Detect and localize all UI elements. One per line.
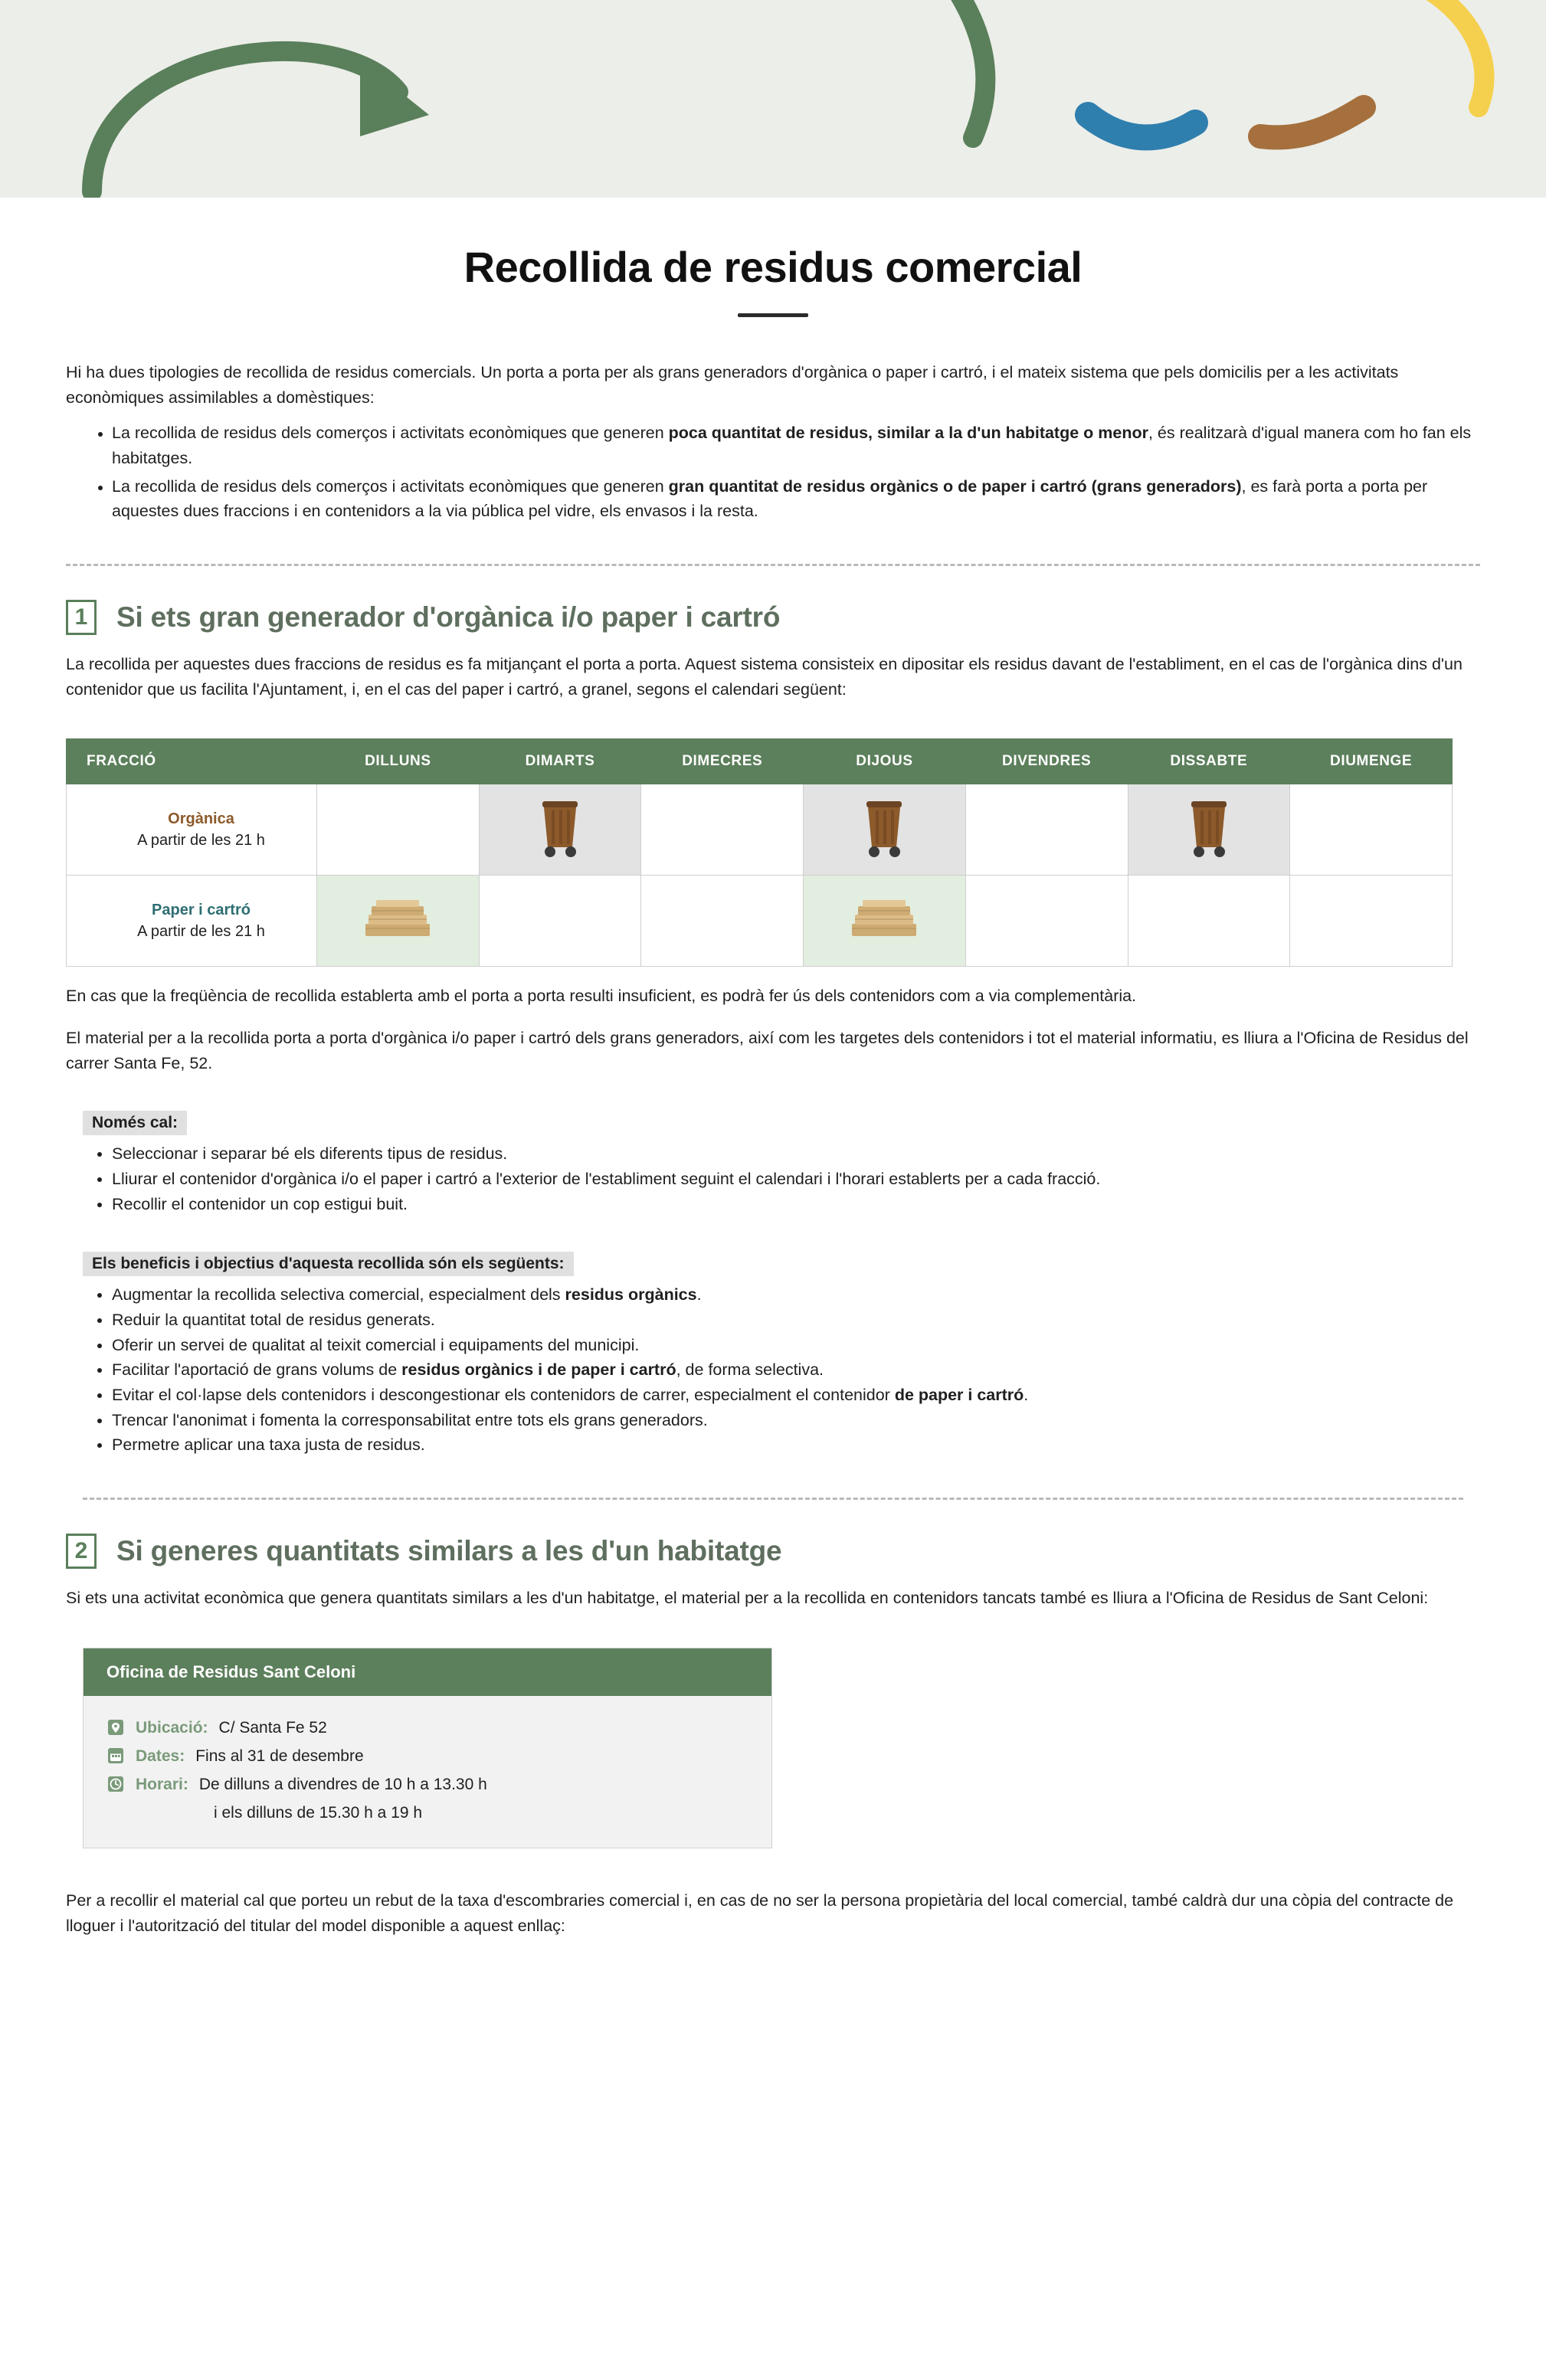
section-2-paragraph: Si ets una activitat econòmica que genera quantitats similars a les d'un habitatge, el material per a la recollida en contenidors tancats també es lliura a l'Oficina de Residus de Sant Celoni: <box>66 1589 1429 1608</box>
title-underline <box>738 313 808 317</box>
office-box-heading: Oficina de Residus Sant Celoni <box>84 1648 771 1696</box>
bullet-text-pre: Reduir la quantitat total de residus generats. <box>112 1311 435 1330</box>
list-item <box>112 474 1480 524</box>
table-row <box>67 784 1453 876</box>
list-item: • Seleccionar i separar bé els diferents tipus de residus. <box>112 1141 1480 1167</box>
bullet-text-bold: de paper i cartró <box>894 1386 1024 1405</box>
bullet-text-bold: gran quantitat de residus orgànics o de paper i cartró (grans generadors) <box>668 476 1242 496</box>
section-title: Si generes quantitats similars a les d'un habitatge <box>116 1535 782 1567</box>
fraction-schedule: A partir de les 21 h <box>137 832 265 850</box>
brown-bin-icon <box>860 848 908 861</box>
bullet-text-pre: Permetre aplicar una taxa justa de residus. <box>112 1436 425 1455</box>
fraction-schedule: A partir de les 21 h <box>137 923 265 941</box>
document-content <box>0 242 1546 1984</box>
cell-paper-dimarts <box>479 876 641 967</box>
cell-organica-dilluns <box>317 784 480 876</box>
section-1-paragraph: La recollida per aquestes dues fraccions de residus es fa mitjançant el porta a porta. Aquest sistema consisteix en dipositar els residus davant de l'establiment, en el cas de l'orgànica dins d'un contenidor que us facilita l'Ajuntament, i, en el cas del paper i cartró, a granel, segons el calendari següent: <box>66 655 1462 699</box>
bullet-text-pre: La recollida de residus dels comerços i activitats econòmiques que generen <box>112 424 669 443</box>
bullet-text-post: . <box>696 1285 702 1305</box>
office-location-row <box>106 1716 748 1740</box>
list-item <box>112 1432 1480 1458</box>
bullet-text-bold: residus orgànics <box>565 1285 697 1305</box>
cardboard-stack-icon <box>847 931 921 944</box>
col-header-dijous: DIJOUS <box>804 739 966 784</box>
col-header-dimarts: DIMARTS <box>479 739 641 784</box>
list-item <box>112 1308 1480 1333</box>
list-item <box>112 1357 1480 1383</box>
cell-paper-divendres <box>965 876 1128 967</box>
nomes-cal-label: Només cal: <box>83 1111 187 1135</box>
section-title: Si ets gran generador d'orgànica i/o paper i cartró <box>116 601 781 633</box>
collection-calendar-table <box>66 738 1453 967</box>
section-1-heading <box>66 600 1480 635</box>
office-dates-value: Fins al 31 de desembre <box>195 1747 364 1765</box>
bullet-text-post: , de forma selectiva. <box>676 1360 824 1380</box>
col-header-dimecres: DIMECRES <box>641 739 804 784</box>
cell-organica-dimecres <box>641 784 804 876</box>
list-item <box>112 1408 1480 1433</box>
cell-paper-diumenge <box>1290 876 1453 967</box>
bullet-text-pre: La recollida de residus dels comerços i activitats econòmiques que generen <box>112 476 669 496</box>
office-hours-second-line: i els dilluns de 15.30 h a 19 h <box>214 1804 423 1822</box>
bullet-text-post: . <box>1024 1386 1029 1405</box>
section-divider <box>66 564 1480 566</box>
col-header-divendres: DIVENDRES <box>965 739 1128 784</box>
list-item <box>112 1282 1480 1308</box>
intro-bullet-list <box>66 421 1480 524</box>
closing-paragraph: Per a recollir el material cal que porteu un rebut de la taxa d'escombraries comercial i, en cas de no ser la persona propietària del local comercial, també caldrà dur una còpia del contracte de lloguer i l'autorització del titular del model disponible a aquest enllaç: <box>66 1891 1454 1935</box>
table-header-row <box>67 739 1453 784</box>
brown-bin-icon <box>536 848 584 861</box>
cell-organica-divendres <box>965 784 1128 876</box>
decorative-banner <box>0 0 1546 198</box>
office-box-body <box>84 1696 771 1848</box>
list-item <box>112 1333 1480 1358</box>
col-header-fraccio: FRACCIÓ <box>67 739 317 784</box>
cell-paper-dimecres <box>641 876 804 967</box>
col-header-dissabte: DISSABTE <box>1128 739 1290 784</box>
bullet-text-pre: Trencar l'anonimat i fomenta la corresponsabilitat entre tots els grans generadors. <box>112 1410 708 1429</box>
bullet-text-pre: Evitar el col·lapse dels contenidors i descongestionar els contenidors de carrer, especialment el contenidor <box>112 1386 895 1405</box>
list-item <box>112 421 1480 470</box>
bullet-text-post: , és realitzarà d'igual manera com ho fan els habitatges. <box>112 424 1472 468</box>
nomes-cal-list <box>66 1141 1480 1216</box>
row-label-paper <box>67 876 317 967</box>
beneficis-list <box>66 1282 1480 1458</box>
cell-organica-dissabte <box>1128 784 1290 876</box>
col-header-diumenge: DIUMENGE <box>1290 739 1453 784</box>
fraction-name: Orgànica <box>168 810 234 828</box>
section-divider <box>83 1498 1463 1500</box>
section-number: 2 <box>66 1534 97 1569</box>
col-header-dilluns: DILLUNS <box>317 739 480 784</box>
beneficis-label: Els beneficis i objectius d'aquesta recollida són els següents: <box>83 1252 574 1276</box>
intro-paragraph: Hi ha dues tipologies de recollida de residus comercials. Un porta a porta per als grans generadors d'orgànica o paper i cartró, i el mateix sistema que pels domicilis per a les activitats econòmiques assimilables a domèstiques: <box>66 363 1399 407</box>
office-location-value: C/ Santa Fe 52 <box>218 1718 327 1737</box>
section-number: 1 <box>66 600 97 635</box>
cell-paper-dilluns <box>317 876 480 967</box>
calendar-icon <box>106 1747 125 1765</box>
list-item <box>112 1383 1480 1408</box>
office-location-label: Ubicació: <box>136 1718 208 1737</box>
bullet-text-pre: Facilitar l'aportació de grans volums de <box>112 1360 402 1380</box>
office-hours-row <box>106 1773 748 1796</box>
cell-organica-diumenge <box>1290 784 1453 876</box>
cell-organica-dijous <box>804 784 966 876</box>
list-item: • Lliurar el contenidor d'orgànica i/o el paper i cartró a l'exterior de l'establiment seguint el calendari i l'horari establerts per a cada fracció. <box>112 1167 1480 1192</box>
office-hours-value: De dilluns a divendres de 10 h a 13.30 h <box>198 1775 487 1793</box>
cell-paper-dissabte <box>1128 876 1290 967</box>
office-dates-label: Dates: <box>136 1747 185 1765</box>
bullet-text-pre: Oferir un servei de qualitat al teixit comercial i equipaments del municipi. <box>112 1335 640 1354</box>
cell-paper-dijous <box>804 876 966 967</box>
fraction-name: Paper i cartró <box>152 902 251 919</box>
section-2-heading <box>66 1534 1480 1569</box>
office-dates-row <box>106 1744 748 1768</box>
bullet-text-bold: poca quantitat de residus, similar a la d'un habitatge o menor <box>668 424 1148 443</box>
bullet-text-pre: Augmentar la recollida selectiva comercial, especialment dels <box>112 1285 565 1305</box>
bullet-text-bold: residus orgànics i de paper i cartró <box>401 1360 676 1380</box>
office-info-box <box>83 1648 772 1848</box>
list-item: • Recollir el contenidor un cop estigui buit. <box>112 1192 1480 1217</box>
cell-organica-dimarts <box>479 784 641 876</box>
cardboard-stack-icon <box>361 931 434 944</box>
after-table-paragraph-2: El material per a la recollida porta a porta d'orgànica i/o paper i cartró dels grans generadors, així com les targetes dels contenidors i tot el material informatiu, es lliura a l'Oficina de Residus del carrer Santa Fe, 52. <box>66 1029 1469 1072</box>
clock-icon <box>106 1775 125 1793</box>
row-label-organica <box>67 784 317 876</box>
bullet-text-post: , es farà porta a porta per aquestes dues fraccions i en contenidors a la via pública pel vidre, els envasos i la resta. <box>112 476 1428 521</box>
banner-shapes <box>0 0 1546 198</box>
page-title: Recollida de residus comercial <box>463 243 1083 291</box>
location-pin-icon <box>106 1718 125 1737</box>
after-table-paragraph-1: En cas que la freqüència de recollida establerta amb el porta a porta resulti insuficient, es podrà fer ús dels contenidors com a via complementària. <box>66 987 1137 1006</box>
brown-bin-icon <box>1185 848 1233 861</box>
table-row <box>67 876 1453 967</box>
office-hours-label: Horari: <box>136 1775 188 1793</box>
